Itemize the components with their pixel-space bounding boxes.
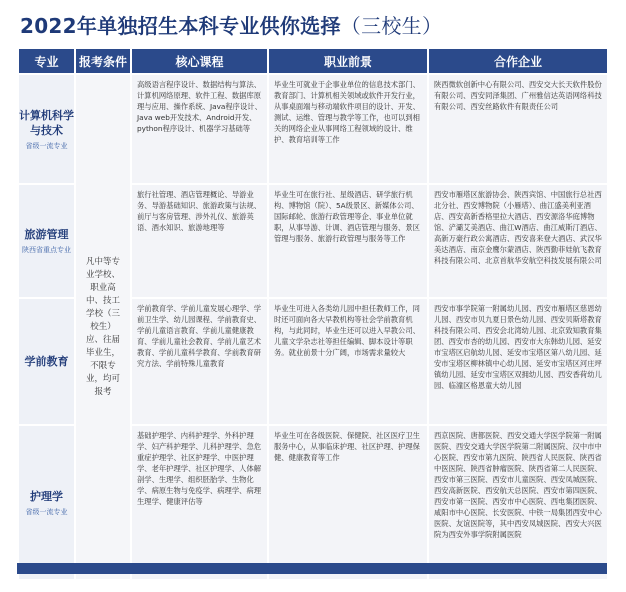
partners-text: 西安市事学院第一附属幼儿园、西安市雁塔区慈恩幼儿园、西安市贝九夏日景色幼儿园、西安贝斯塔教育科技有限公司、西安会北湾幼儿园、北京致知教育集团、西安市杏的幼儿园、西安市大东韩幼儿园、延安市宝塔区启航幼儿园、延安市宝塔区第八幼儿园、延安市宝塔区柳林镇中心幼儿园、延安市宝塔区河庄坪镇幼儿园、延安市宝塔区双拥幼儿园、西安香荷幼儿园、临潼区格恩童大幼儿园 bbox=[434, 304, 602, 390]
courses-cell bbox=[131, 74, 268, 184]
major-cell bbox=[18, 74, 75, 184]
prospects-cell bbox=[268, 74, 428, 184]
partners-cell bbox=[428, 298, 608, 425]
partners-cell bbox=[428, 74, 608, 184]
header-condition: 报考条件 bbox=[75, 48, 131, 74]
partners-cell bbox=[428, 425, 608, 580]
table-header-row bbox=[18, 48, 608, 74]
major-note: 省级一流专业 bbox=[25, 141, 68, 150]
courses-text: 学前教育学、学前儿童发展心理学、学前卫生学、幼儿园课程、学前教育史、学前儿童语言教育、学前儿童健康教育、学前儿童社会教育、学前儿童艺术教育、学前儿童科学教育、学前教育研究方法、学前特殊儿童教育 bbox=[137, 304, 262, 368]
courses-cell bbox=[131, 184, 268, 298]
major-name: 旅游管理 bbox=[24, 228, 69, 241]
prospects-text: 毕业生可就业于企事业单位的信息技术部门、教育部门、计算机相关领域或软件开发行业，从事桌面端与移动端软件项目的设计、开发、测试、运维、管理与教学等工作，也可以到相关的网络企业从事网络工程领域的设计、维护、教育培训等工作 bbox=[274, 80, 420, 144]
table-row bbox=[18, 74, 608, 184]
major-name: 护理学 bbox=[30, 489, 63, 503]
header-prospects: 职业前景 bbox=[268, 48, 428, 74]
prospects-cell bbox=[268, 298, 428, 425]
major-cell bbox=[18, 184, 75, 298]
major-note: 省级一流专业 bbox=[25, 507, 68, 516]
majors-table bbox=[17, 47, 609, 581]
partners-text: 西安市雁塔区旅游协会、陕西宾馆、中国旅行总社西北分社、西安博物院（小雁塔）、曲江盛美利亚酒店、西安高新香格里拉大酒店、西安源洛华庭博物馆、浐灞艾美酒店、曲江W酒店、曲江威斯汀酒店、高新万豪行政公寓酒店、西安喜来登大酒店、武汉华美达酒店、南京金鹰尔蒙酒店、陕西勤菲娃航飞教育科技有限公司、北京首航华安航空科技发展有限公司 bbox=[434, 190, 602, 265]
condition-text: 凡中等专业学校、职业高中、技工学校（三校生）应、往届毕业生，不限专业，均可报考 bbox=[85, 256, 120, 397]
major-cell bbox=[18, 298, 75, 425]
footer-bar bbox=[17, 563, 607, 574]
page-title-sub: （三校生） bbox=[340, 14, 443, 38]
partners-text: 陕西微软创新中心有限公司、西安交大长天软件股份有限公司、西安同泽集团、广州雅信达英语网络科技有限公司、西安丝路软件有限责任公司 bbox=[434, 80, 602, 111]
prospects-text: 毕业生可进入各类幼儿园中担任教师工作，同时还可面向各大早教机构等社会学前教育机构，与此同时，毕业生还可以进入早教公司、儿童文学杂志社等担任编辑、脚本设计等职务。就业前景十分广阔，市场需求量较大 bbox=[274, 304, 420, 357]
prospects-cell bbox=[268, 184, 428, 298]
page-title-main: 2022年单独招生本科专业供你选择 bbox=[20, 14, 341, 38]
courses-cell bbox=[131, 425, 268, 580]
header-courses: 核心课程 bbox=[131, 48, 268, 74]
prospects-text: 毕业生可在各级医院、保健院、社区医疗卫生服务中心，从事临床护理、社区护理、护理保健、健康教育等工作 bbox=[274, 431, 420, 462]
prospects-cell bbox=[268, 425, 428, 580]
courses-text: 旅行社管理、酒店管理概论、导游业务、导游基础知识、旅游政策与法规、前厅与客房管理、涉外礼仪、旅游英语、酒水知识、旅游地理等 bbox=[137, 190, 262, 232]
header-major: 专业 bbox=[18, 48, 75, 74]
major-cell bbox=[18, 425, 75, 580]
header-partners: 合作企业 bbox=[428, 48, 608, 74]
partners-cell bbox=[428, 184, 608, 298]
partners-text: 西京医院、唐都医院、西安交通大学医学院第一附属医院、西安交通大学医学院第二附属医院、汉中市中心医院、西安市第九医院、陕西省人民医院、陕西省中医医院、陕西省肿瘤医院、陕西省第二人民医院、西安市第三医院、西安市儿童医院、西安凤城医院、西安高新医院、西安航天总医院、西安市第四医院、西安市第一医院、西安市中心医院、西电集团医院、咸阳市中心医院、长安医院、中铁一局集团西安中心医院、友谊医院等，其中西安凤城医院、西安大兴医院为西安外事学院附属医院 bbox=[434, 431, 602, 539]
major-note: 陕西省重点专业 bbox=[22, 246, 71, 254]
courses-text: 基础护理学、内科护理学、外科护理学、妇产科护理学、儿科护理学、急危重症护理学、社区护理学、中医护理学、老年护理学、社区护理学、人体解剖学、生理学、组织胚胎学、生物化学、病原生物与免疫学、病理学、病理生理学、健康评估等 bbox=[137, 431, 262, 506]
courses-cell bbox=[131, 298, 268, 425]
page-title bbox=[20, 10, 442, 39]
major-name: 计算机科学与技术 bbox=[19, 108, 74, 137]
condition-cell bbox=[75, 74, 131, 580]
prospects-text: 毕业生可在旅行社、星级酒店、研学旅行机构、博物馆（院）、5A级景区、新媒体公司、国际邮轮、旅游行政管理等企、事业单位就职，从事导游、计调、酒店管理与服务、景区管理与服务、旅游行政管理与服务等工作 bbox=[274, 190, 420, 243]
courses-text: 高级语言程序设计、数据结构与算法、计算机网络原理、软件工程、数据库原理与应用、操作系统、Java程序设计、Java web开发技术、Android开发、python程序设计、机器学习基础等 bbox=[137, 80, 262, 133]
major-name: 学前教育 bbox=[24, 355, 69, 368]
